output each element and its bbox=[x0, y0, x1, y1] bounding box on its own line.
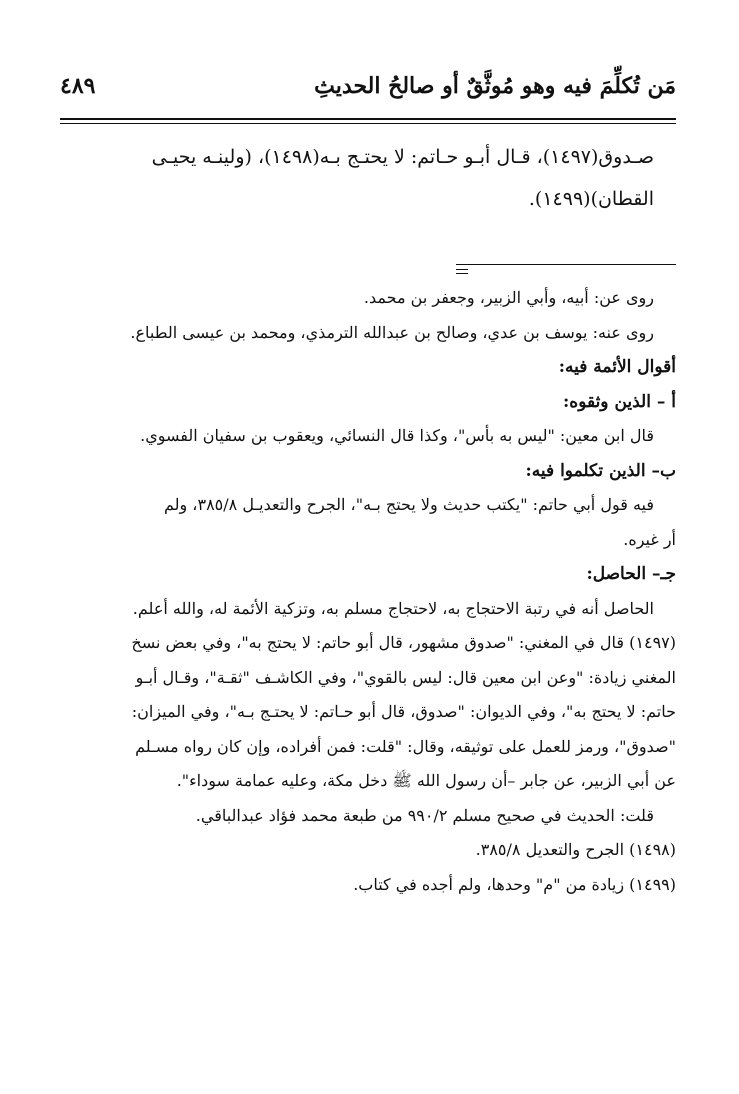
main-line-2: القطان)(١٤٩٩). bbox=[528, 188, 654, 210]
footnote-1497-line-4: "صدوق"، ورمز للعمل على توثيقه، وقال: "قلت: فمن أفراده، وإن كان رواه مسـلم bbox=[135, 736, 676, 756]
continuation-mark bbox=[456, 269, 468, 277]
footnote-1497-line-5: عن أبي الزبير، عن جابر –أن رسول الله ﷺ دخل مكة، وعليه عمامة سوداء". bbox=[176, 771, 676, 790]
main-line-1: صـدوق(١٤٩٧)، قـال أبـو حـاتم: لا يحتـج بـه(١٤٩٨)، (ولينـه يحيـى bbox=[151, 146, 654, 168]
footnote-1497-line-6: قلت: الحديث في صحيح مسلم ٩٩٠/٢ من طبعة محمد فؤاد عبدالباقي. bbox=[195, 805, 654, 825]
footnote-1499: (١٤٩٩) زيادة من "م" وحدها، ولم أجده في كتاب. bbox=[353, 874, 676, 894]
footnote-separator bbox=[456, 264, 676, 265]
wathaquh-heading: أ – الذين وثقوه: bbox=[563, 391, 676, 412]
footnotes bbox=[60, 281, 676, 902]
hasil-heading: جـ– الحاصل: bbox=[586, 564, 676, 584]
takallamu-line-2: أر غيره. bbox=[623, 529, 676, 549]
takallamu-heading: ب– الذين تكلموا فيه: bbox=[525, 460, 676, 481]
main-text bbox=[60, 136, 676, 220]
hasil-text: الحاصل أنه في رتبة الاحتجاج به، لاحتجاج مسلم به، وتزكية الأئمة له، والله أعلم. bbox=[132, 598, 654, 618]
footnote-1497-line-2: المغني زيادة: "وعن ابن معين قال: ليس بالقوي"، وفي الكاشـف "ثقـة"، وقـال أبـو bbox=[135, 667, 676, 687]
page-number: ٤٨٩ bbox=[60, 73, 96, 99]
book-page bbox=[60, 60, 676, 1060]
footnote-1498: (١٤٩٨) الجرح والتعديل ٣٨٥/٨. bbox=[475, 840, 676, 859]
takallamu-line-1: فيه قول أبي حاتم: "يكتب حديث ولا يحتج بـه"، الجرح والتعديـل ٣٨٥/٨، ولم bbox=[163, 495, 654, 514]
running-title: مَن تُكلِّمَ فيه وهو مُوثَّقٌ أو صالحُ الحديثِ bbox=[314, 73, 676, 99]
page-header bbox=[60, 60, 676, 112]
footnote-1497-line-3: حاتم: لا يحتج به"، وفي الديوان: "صدوق، قال أبو حـاتم: لا يحتـج بـه"، وفي الميزان: bbox=[131, 702, 676, 721]
aqwal-heading: أقوال الأئمة فيه: bbox=[558, 357, 676, 377]
header-rule-thick bbox=[60, 118, 676, 120]
rawa-an: روى عن: أبيه، وأبي الزبير، وجعفر بن محمد. bbox=[363, 288, 654, 307]
rawa-anhu: روى عنه: يوسف بن عدي، وصالح بن عبدالله الترمذي، ومحمد بن عيسى الطباع. bbox=[130, 322, 654, 342]
footnote-1497-line-1: (١٤٩٧) قال في المغني: "صدوق مشهور، قال أبو حاتم: لا يحتج به"، وفي بعض نسخ bbox=[131, 633, 676, 652]
wathaquh-text: قال ابن معين: "ليس به بأس"، وكذا قال النسائي، ويعقوب بن سفيان الفسوي. bbox=[140, 426, 654, 445]
header-rule-thin bbox=[60, 123, 676, 124]
